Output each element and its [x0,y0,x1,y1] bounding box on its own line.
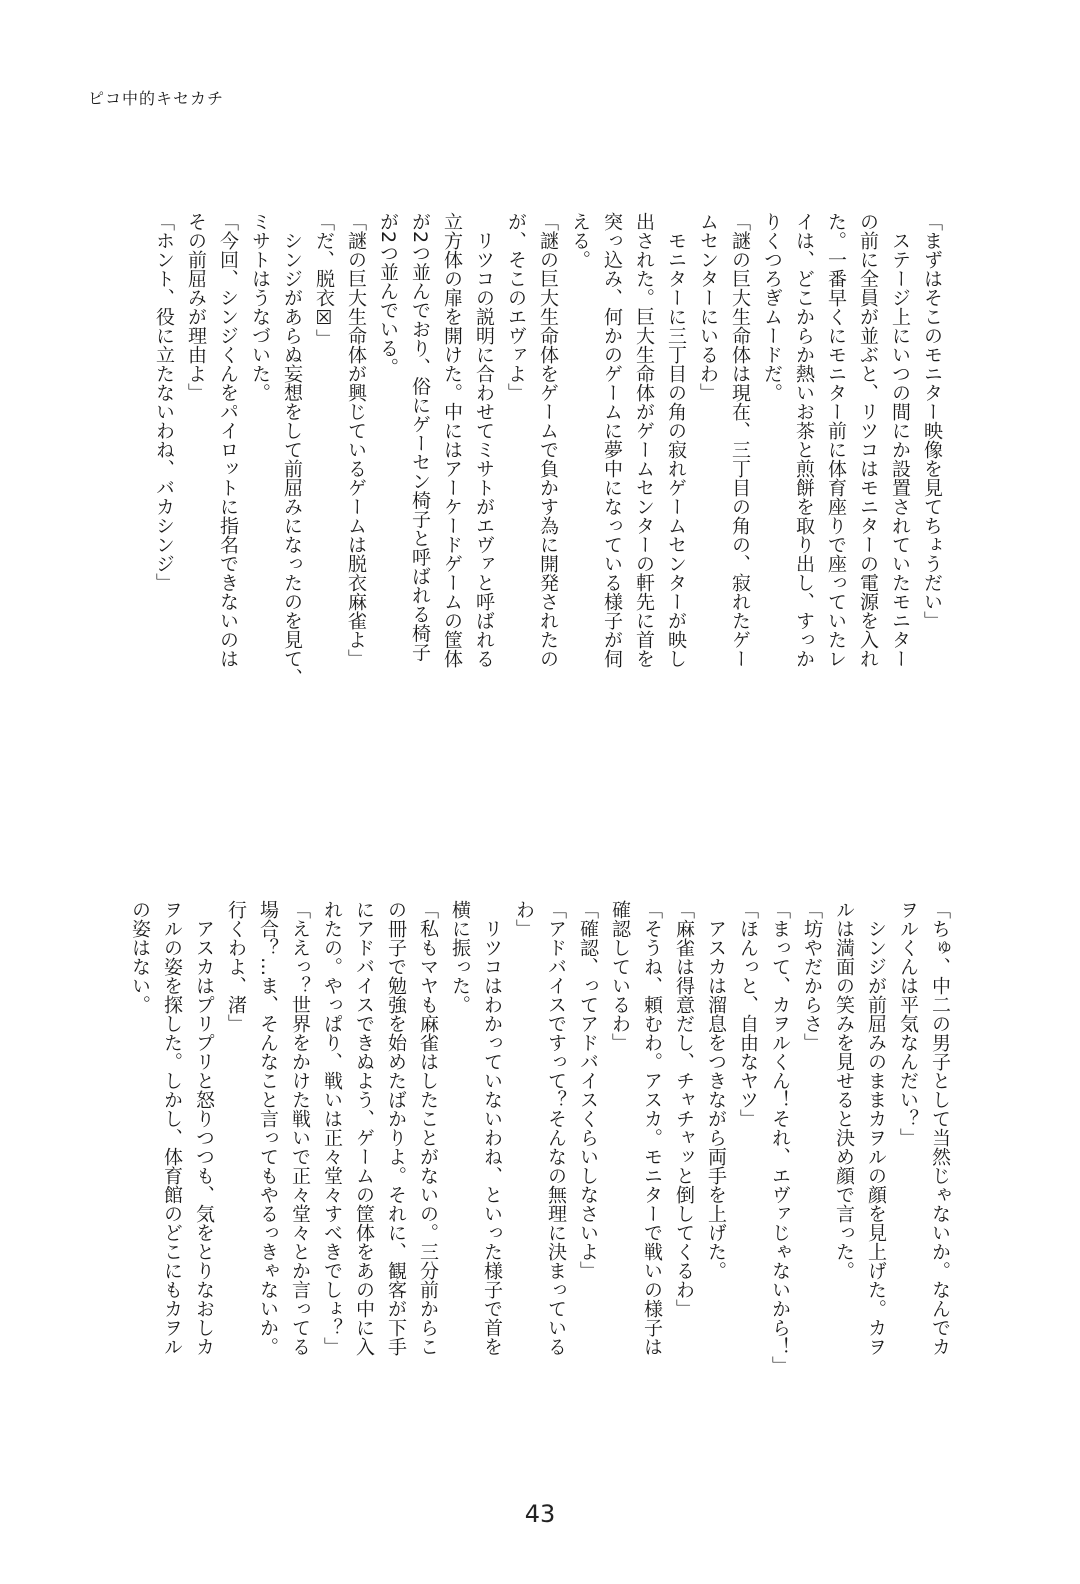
text-line: にアドバイスできぬよう、ゲームの筐体をあの中に入 [353,900,375,1356]
text-line: れたの。やっぱり、戦いは正々堂々すべきでしょ？」 [321,900,343,1356]
text-line: 「坊やだからさ」 [801,900,823,1052]
text-line: 「今回、シンジくんをパイロットに指名できないのは [217,212,239,668]
text-line: リツコの説明に合わせてミサトがエヴァと呼ばれる [473,212,495,668]
text-line: 「ホント、役に立たないわね、バカシンジ」 [153,212,175,592]
text-line: ステージ上にいつの間にか設置されていたモニター [889,212,911,668]
text-line: 行くわよ、渚」 [225,900,247,1033]
text-line: 「ほんっと、自由なヤツ」 [737,900,759,1128]
text-line: アスカは溜息をつきながら両手を上げた。 [705,900,727,1280]
text-line: リツコはわかっていないわね、といった様子で首を [481,900,503,1356]
text-line: 出された。巨大生命体がゲームセンターの軒先に首を [633,212,655,668]
text-line: 「そうね、頼むわ。アスカ。モニターで戦いの様子は [641,900,663,1356]
page-number: 43 [524,1500,556,1528]
text-line: 「だ、脱衣☒」 [313,212,335,348]
text-line: 「まって、カヲルくん！それ、エヴァじゃないから！」 [769,900,791,1375]
running-head: ピコ中的キセカチ [88,89,225,108]
text-line: が、そこのエヴァよ」 [505,212,527,402]
text-line: が2つ並んでいる。 [377,212,399,377]
text-line: ルは満面の笑みを見せると決め顔で言った。 [833,900,855,1280]
text-line: 立方体の扉を開けた。中にはアーケードゲームの筐体 [441,212,463,668]
text-line: イは、どこからか熱いお茶と煎餅を取り出し、すっか [793,212,815,668]
text-line: 「麻雀は得意だし、チャチャッと倒してくるわ」 [673,900,695,1318]
text-line: りくつろぎムードだ。 [761,212,783,402]
text-line: た。一番早くにモニター前に体育座りで座っていたレ [825,212,847,668]
text-line: の冊子で勉強を始めたばかりよ。それに、観客が下手 [385,900,407,1356]
text-line: 場合？…ま、そんなこと言ってもやるっきゃないか。 [257,900,279,1356]
text-line: 「ええっ？世界をかけた戦いで正々堂々とか言ってる [289,900,311,1356]
text-line: 「私もマヤも麻雀はしたことがないの。三分前からこ [417,900,439,1356]
text-line: シンジが前屈みのままカヲルの顔を見上げた。カヲ [865,900,887,1356]
text-line: 横に振った。 [449,900,471,1014]
text-line: ヲルの姿を探した。しかし、体育館のどこにもカヲル [161,900,183,1356]
text-line: 「ちゅ、中二の男子として当然じゃないか。なんでカ [929,900,951,1356]
text-line: の姿はない。 [129,900,151,1014]
text-line: ヲルくんは平気なんだい？」 [897,900,919,1147]
text-line: 「謎の巨大生命体が興じているゲームは脱衣麻雀よ」 [345,212,367,668]
text-line: アスカはプリプリと怒りつつも、気をとりなおしカ [193,900,215,1356]
text-line: シンジがあらぬ妄想をして前屈みになったのを見て、 [281,212,303,687]
text-line: 確認しているわ」 [609,900,631,1052]
text-line: える。 [569,212,591,269]
text-line: の前に全員が並ぶと、リツコはモニターの電源を入れ [857,212,879,668]
text-line: 「謎の巨大生命体をゲームで負かす為に開発されたの [537,212,559,668]
text-line: モニターに三丁目の角の寂れゲームセンターが映し [665,212,687,668]
text-line: が2つ並んでおり、俗にゲーセン椅子と呼ばれる椅子 [409,212,431,662]
text-block-top [148,212,948,892]
text-line: ミサトはうなづいた。 [249,212,271,402]
text-line: 突っ込み、何かのゲームに夢中になっている様子が伺 [601,212,623,668]
text-block-bottom [124,900,956,1380]
text-line: その前屈みが理由よ」 [185,212,207,402]
text-line: 「謎の巨大生命体は現在、三丁目の角の、寂れたゲー [729,212,751,668]
text-line: わ」 [513,900,535,938]
text-line: 「まずはそこのモニター映像を見てちょうだい」 [921,212,943,630]
text-line: ムセンターにいるわ」 [697,212,719,402]
text-line: 「アドバイスですって？そんなの無理に決まっている [545,900,567,1356]
text-line: 「確認、ってアドバイスくらいしなさいよ」 [577,900,599,1280]
